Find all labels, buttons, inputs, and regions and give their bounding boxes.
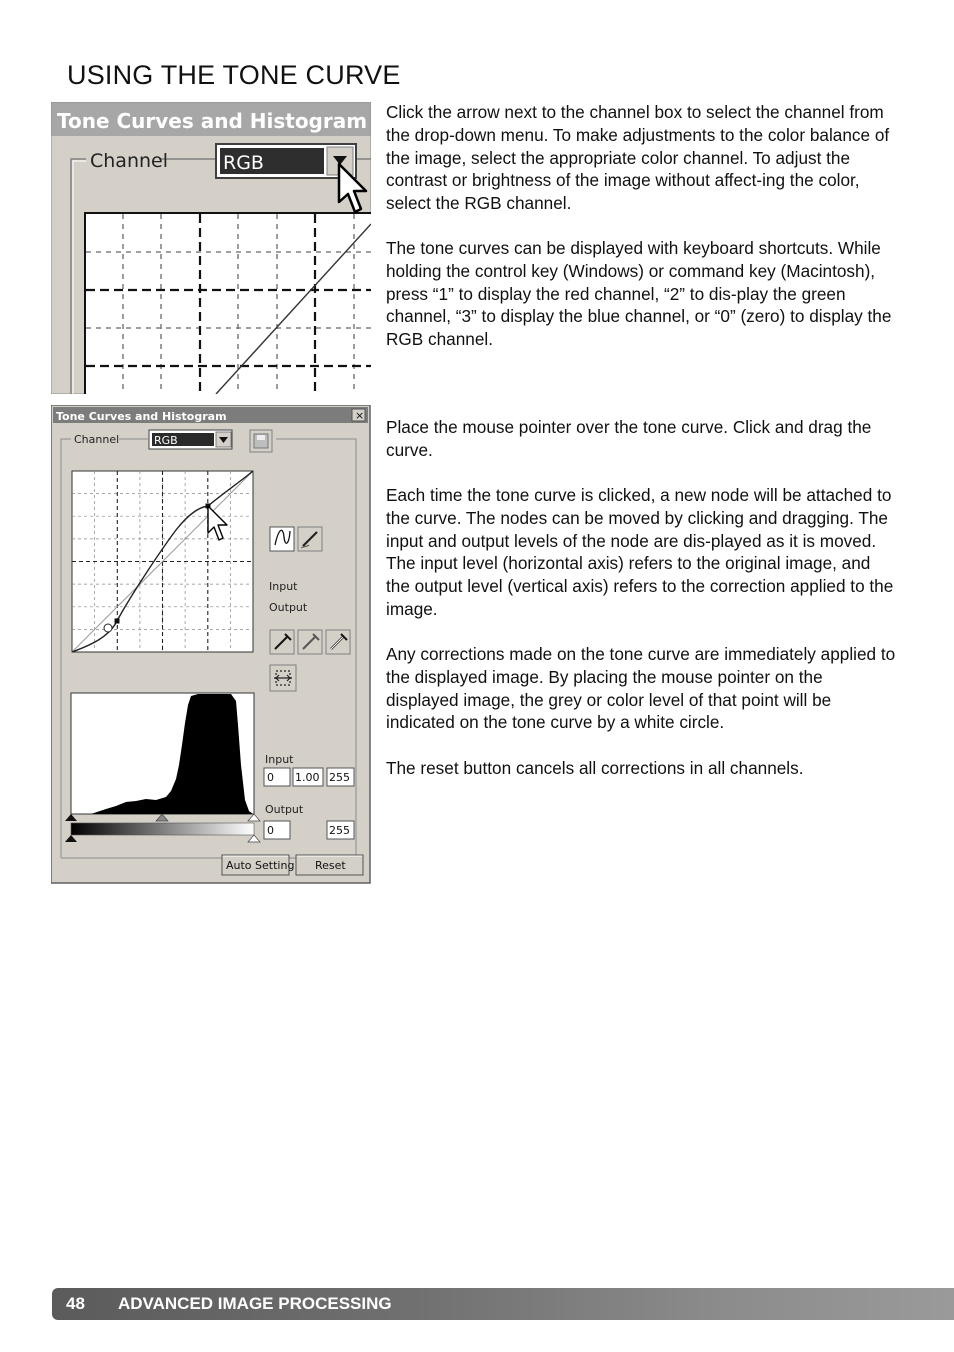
channel-value: RGB — [154, 434, 178, 447]
close-icon: × — [355, 409, 365, 422]
output-label: Output — [269, 601, 308, 614]
input-black-value: 0 — [267, 771, 274, 784]
paragraph-keyboard-shortcuts: The tone curves can be displayed with keyboard shortcuts. While holding the control key (Windows) or command key (Macintosh), press “1” to display the red channel, “2” to dis-play the green channel, “3” to display the blue channel, or “0” (zero) to display the RGB channel. — [386, 238, 892, 350]
window-title: Tone Curves and Histogram — [56, 410, 227, 423]
input-label: Input — [269, 580, 298, 593]
histogram-reset-button[interactable] — [270, 665, 296, 691]
tone-curve-graph[interactable] — [72, 471, 253, 652]
paragraph-reset: The reset button cancels all corrections in all channels. — [386, 758, 804, 778]
auto-setting-button[interactable] — [222, 855, 294, 875]
channel-select[interactable] — [149, 430, 232, 449]
close-button[interactable] — [352, 409, 365, 422]
section-title: ADVANCED IMAGE PROCESSING — [118, 1294, 392, 1313]
channel-label: Channel — [90, 150, 169, 172]
channel-value: RGB — [223, 152, 264, 174]
curve-mode-button[interactable] — [270, 527, 294, 551]
page-number: 48 — [66, 1294, 85, 1313]
white-point-eyedropper-button[interactable] — [326, 630, 350, 654]
output-white-value: 255 — [329, 824, 350, 837]
hist-input-label: Input — [265, 753, 294, 766]
histogram — [71, 693, 254, 814]
page-title: USING THE TONE CURVE — [67, 60, 401, 90]
input-gamma-value: 1.00 — [295, 771, 320, 784]
black-point-eyedropper-button[interactable] — [270, 630, 294, 654]
zoomed-tone-curve-figure — [51, 102, 371, 394]
save-curve-button[interactable] — [250, 430, 272, 452]
reset-label: Reset — [315, 859, 346, 872]
output-gradient-bar — [71, 823, 254, 835]
paragraph-channel-select: Click the arrow next to the channel box to select the channel from the drop-down menu. To make adjustments to the color balance of the image, select the appropriate color channel. To adjust the contrast or brightness of the image without affect-ing the color, select the RGB channel. — [386, 102, 890, 214]
output-black-value: 0 — [267, 824, 274, 837]
channel-select[interactable] — [216, 144, 356, 178]
panel-title: Tone Curves and Histogram — [57, 109, 368, 133]
reset-button[interactable] — [296, 855, 363, 875]
channel-label: Channel — [74, 433, 120, 446]
hist-output-label: Output — [265, 803, 304, 816]
paragraph-immediate-corrections: Any corrections made on the tone curve are immediately applied to the displayed image. By placing the mouse pointer on the displayed image, the grey or color level of that point will be indicated on the tone curve by a white circle. — [386, 644, 896, 733]
page-footer — [52, 1288, 954, 1320]
input-white-value: 255 — [329, 771, 350, 784]
pencil-mode-button[interactable] — [298, 527, 322, 551]
paragraph-nodes: Each time the tone curve is clicked, a new node will be attached to the curve. The nodes can be moved by clicking and dragging. The input and output levels of the node are dis-played as it is moved. The input level (horizontal axis) refers to the original image, and the output level (vertical axis) refers to the correction applied to the image. — [386, 485, 894, 619]
tone-curves-dialog — [51, 405, 371, 884]
dropdown-arrow-button[interactable] — [216, 432, 231, 447]
gray-point-eyedropper-button[interactable] — [298, 630, 322, 654]
auto-setting-label: Auto Setting — [226, 859, 295, 872]
curve-node[interactable] — [115, 619, 120, 624]
level-indicator-circle — [104, 624, 112, 632]
paragraph-drag-curve: Place the mouse pointer over the tone curve. Click and drag the curve. — [386, 417, 872, 460]
zoomed-curve-grid — [85, 213, 371, 394]
